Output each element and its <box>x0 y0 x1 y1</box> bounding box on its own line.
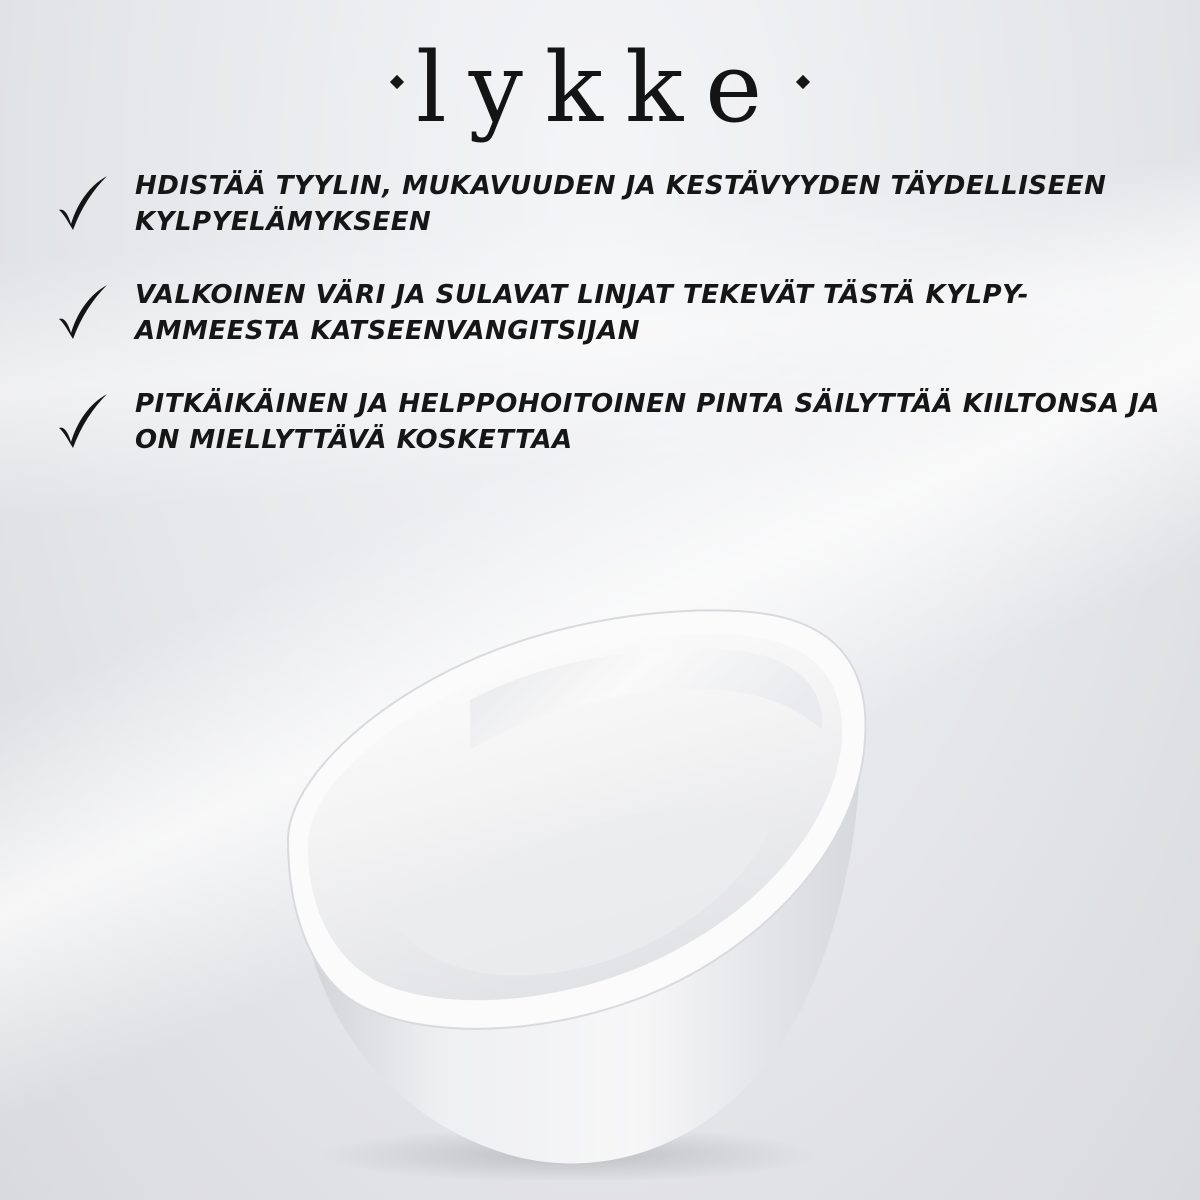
feature-text: VALKOINEN VÄRI JA SULAVAT LINJAT TEKEVÄT TÄSTÄ KYLPY-AMMEESTA KATSEENVANGITSIJAN <box>135 280 1029 346</box>
checkmark-icon <box>55 281 111 341</box>
checkmark-icon <box>55 172 111 232</box>
logo-diamond-left <box>390 75 404 89</box>
feature-item <box>55 168 1175 240</box>
feature-item <box>55 386 1175 458</box>
feature-list <box>55 168 1175 495</box>
feature-item <box>55 277 1175 349</box>
feature-text: HDISTÄÄ TYYLIN, MUKAVUUDEN JA KESTÄVYYDEN TÄYDELLISEEN KYLPYELÄMYKSEEN <box>135 171 1107 237</box>
logo-diamond-right <box>796 75 810 89</box>
bathtub-image <box>270 590 890 1180</box>
logo-wordmark: lykke <box>415 32 785 144</box>
feature-text: PITKÄIKÄINEN JA HELPPOHOITOINEN PINTA SÄILYTTÄÄ KIILTONSA JA ON MIELLYTTÄVÄ KOSKETTAA <box>135 389 1160 455</box>
brand-logo <box>0 20 1200 148</box>
checkmark-icon <box>55 390 111 450</box>
